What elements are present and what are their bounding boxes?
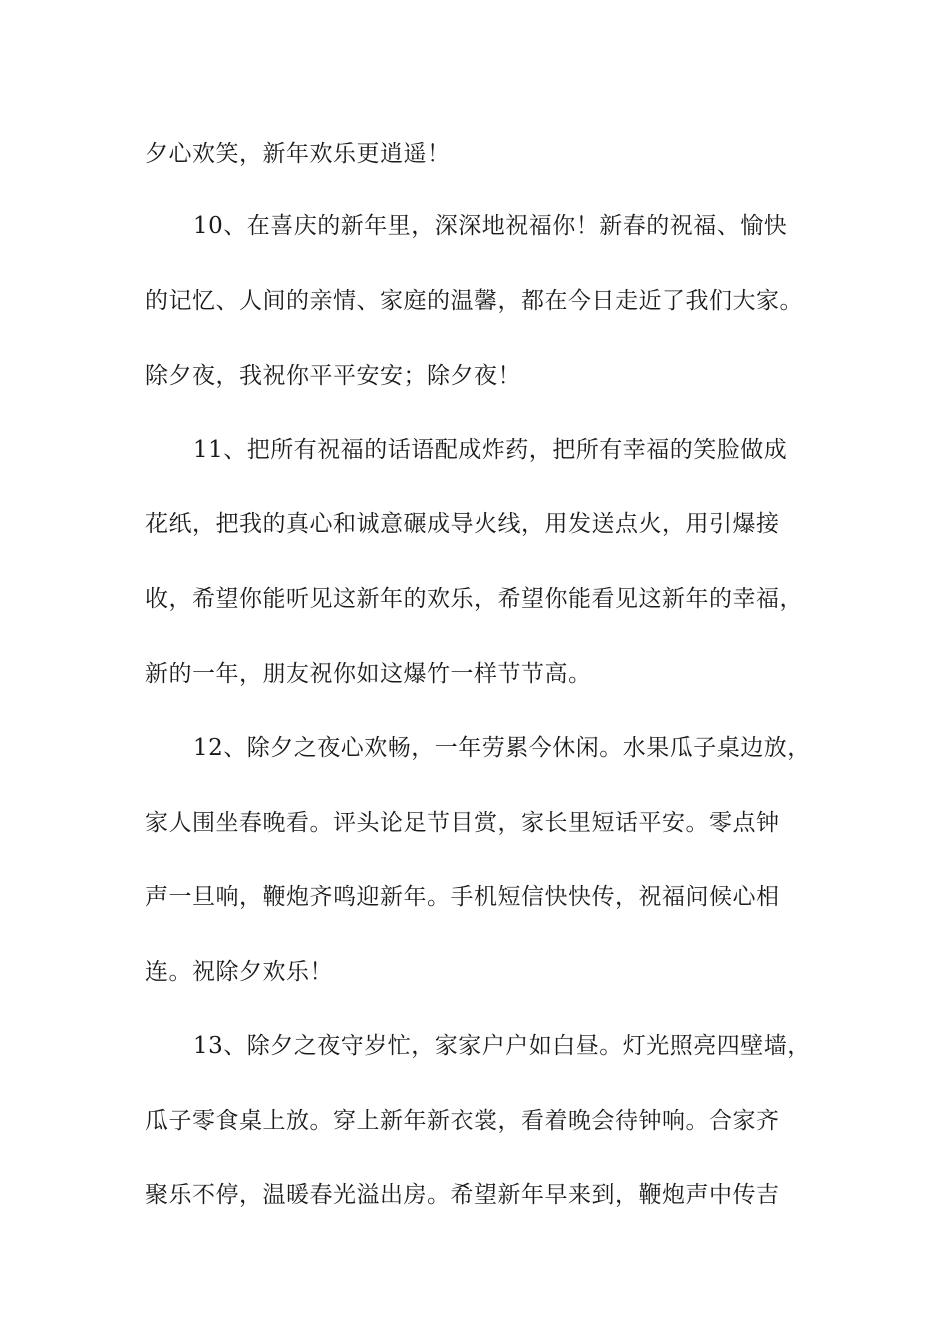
text-line: 连。祝除夕欢乐！ xyxy=(145,959,333,985)
paragraph-10-start: 10、在喜庆的新年里，深深地祝福你！新春的祝福、愉快 xyxy=(193,213,788,239)
text-line: 瓜子零食桌上放。穿上新年新衣裳，看着晚会待钟响。合家齐 xyxy=(145,1108,780,1134)
paragraph-13-start: 13、除夕之夜守岁忙，家家户户如白昼。灯光照亮四壁墙， xyxy=(193,1033,811,1059)
text-line: 聚乐不停，温暖春光溢出房。希望新年早来到，鞭炮声中传吉 xyxy=(145,1182,780,1208)
paragraph-12-start: 12、除夕之夜心欢畅，一年劳累今休闲。水果瓜子桌边放， xyxy=(193,735,811,761)
text-line: 花纸，把我的真心和诚意碾成导火线，用发送点火，用引爆接 xyxy=(145,511,780,537)
paragraph-11-start: 11、把所有祝福的话语配成炸药，把所有幸福的笑脸做成 xyxy=(193,437,788,463)
text-line: 除夕夜，我祝你平平安安；除夕夜！ xyxy=(145,363,521,389)
text-line: 家人围坐春晚看。评头论足节目赏，家长里短话平安。零点钟 xyxy=(145,810,780,836)
text-line: 收，希望你能听见这新年的欢乐，希望你能看见这新年的幸福， xyxy=(145,586,803,612)
text-line: 新的一年，朋友祝你如这爆竹一样节节高。 xyxy=(145,661,592,687)
text-line: 夕心欢笑，新年欢乐更逍遥！ xyxy=(145,141,451,167)
text-line: 声一旦响，鞭炮齐鸣迎新年。手机短信快快传，祝福问候心相 xyxy=(145,884,780,910)
text-line: 的记忆、人间的亲情、家庭的温馨，都在今日走近了我们大家。 xyxy=(145,288,803,314)
